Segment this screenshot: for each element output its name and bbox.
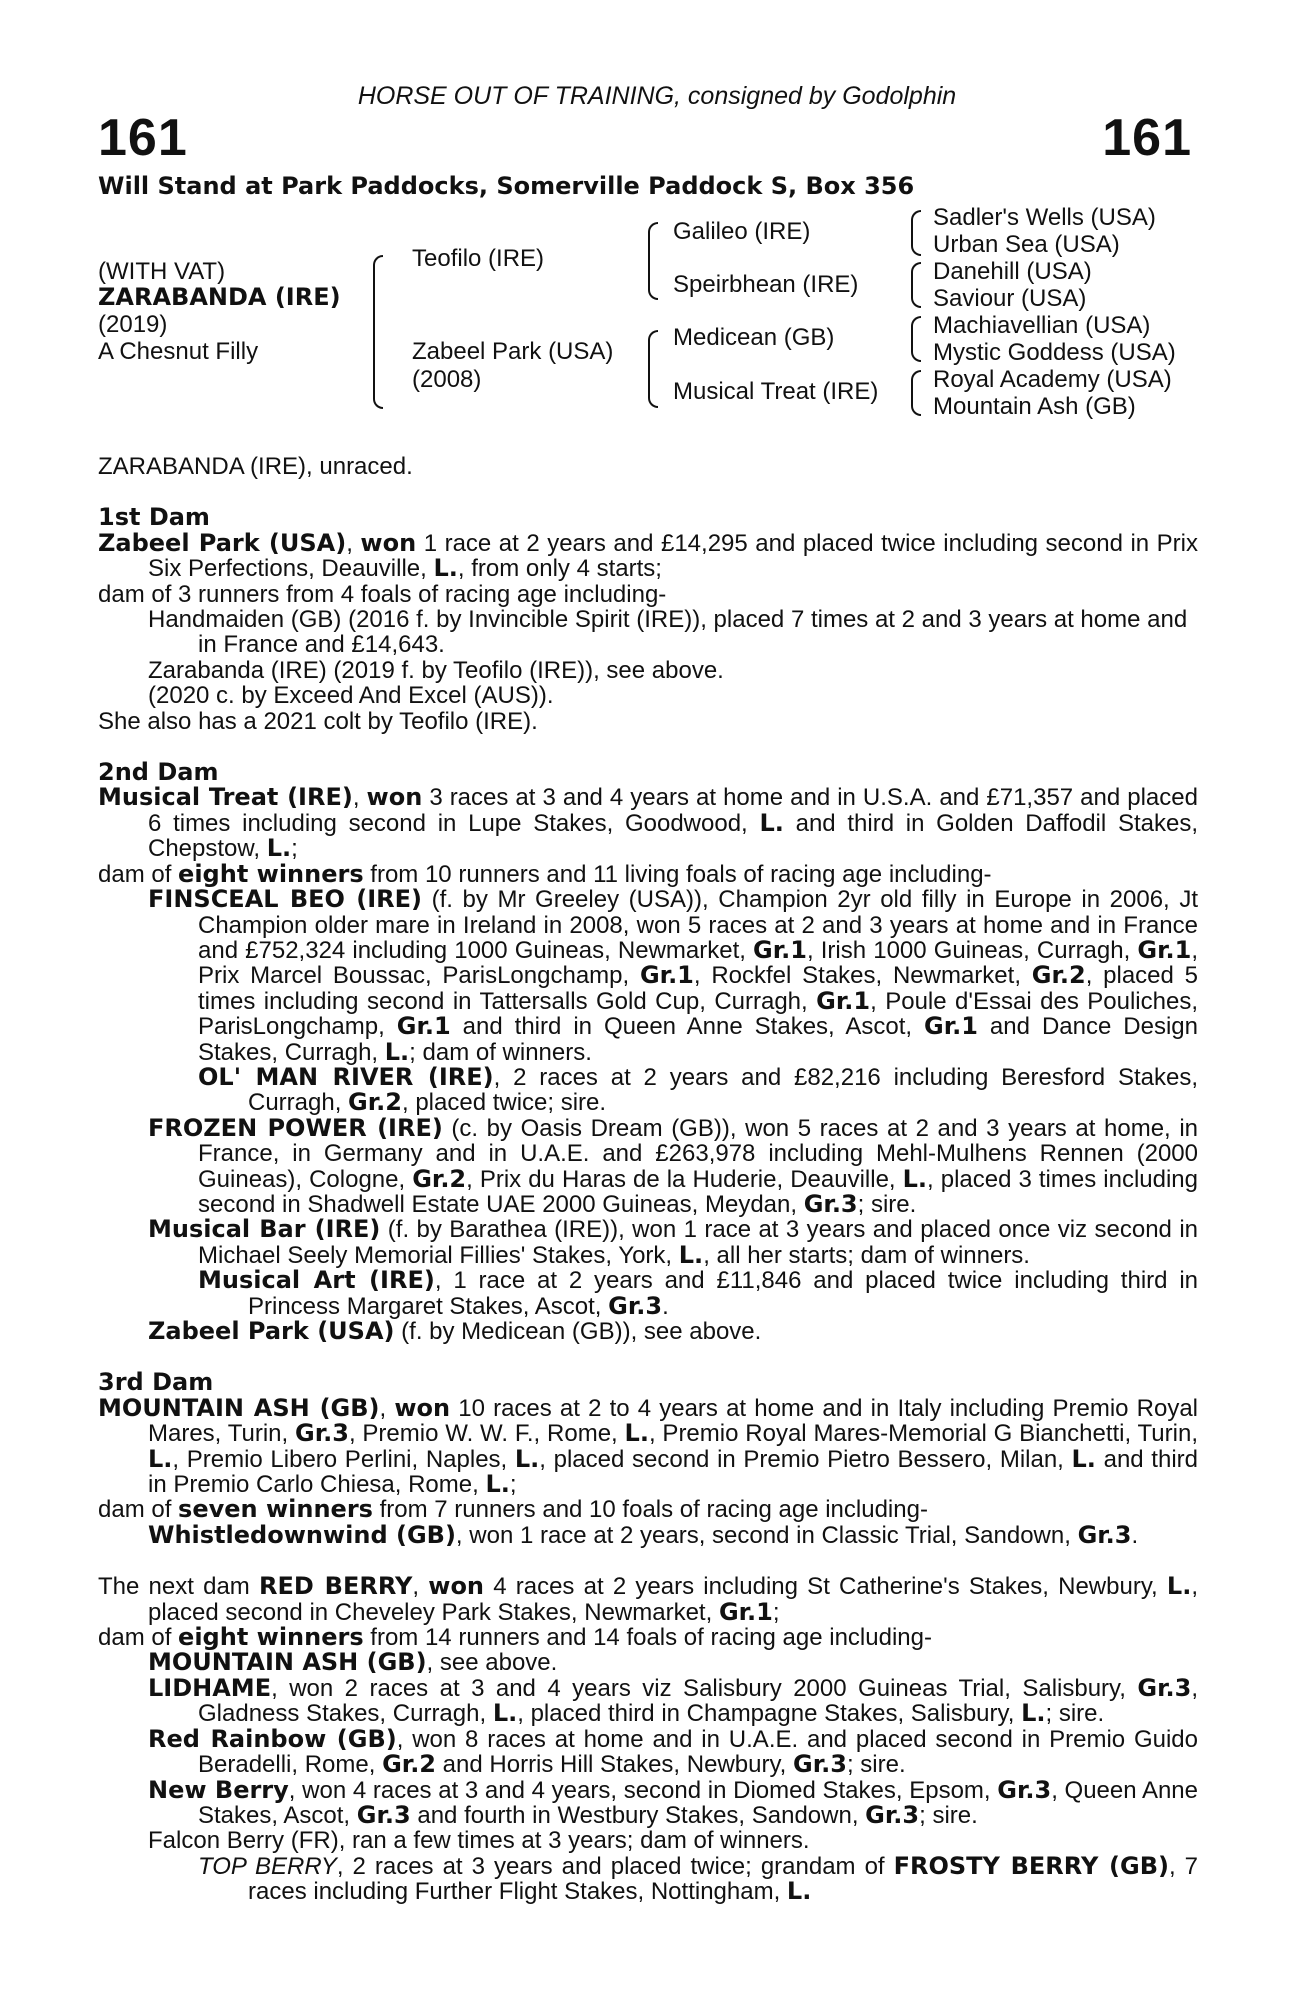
text-run: , 2 races at 3 years and placed twice; grandam of — [336, 1852, 894, 1880]
bold-text-run: Zabeel Park (USA) — [148, 1317, 395, 1345]
body-paragraph — [98, 1724, 1198, 1779]
text-run: from 7 runners and 10 foals of racing age including- — [372, 1496, 928, 1524]
bold-text-run: L. — [786, 1877, 812, 1906]
body-paragraph — [98, 683, 1198, 708]
sire-sire: Galileo (IRE) — [673, 218, 811, 245]
bold-text-run: eight winners — [178, 859, 364, 888]
body-paragraph — [98, 1217, 1198, 1268]
bold-text-run: Gr.2 — [382, 1750, 437, 1779]
text-run: , Premio Royal Mares-Memorial G Bianchetti, Turin, — [648, 1420, 1198, 1448]
ancestor-sdd: Saviour (USA) — [933, 285, 1087, 312]
text-run: 1 race at 2 years and £14,295 and placed twice including second in Prix Six Perfections, Deauville, — [148, 529, 1198, 583]
bold-text-run: Gr.1 — [924, 1012, 978, 1041]
text-run: , — [352, 784, 367, 812]
text-run: Zarabanda (IRE) (2019 f. by Teofilo (IRE)), see above. — [148, 656, 724, 684]
section-gap — [98, 1344, 1198, 1370]
bold-text-run: Gr.1 — [718, 1597, 773, 1626]
body-paragraph — [98, 1851, 1199, 1906]
bold-text-run: MOUNTAIN ASH (GB) — [98, 1393, 380, 1422]
bold-text-run: OL' MAN RIVER (IRE) — [198, 1062, 494, 1091]
text-run: and third in Premio Carlo Chiesa, Rome, — [148, 1445, 1198, 1499]
bold-text-run: RED BERRY — [258, 1572, 413, 1601]
pedigree-brace-sire — [648, 222, 658, 300]
bold-text-run: Gr.3 — [295, 1419, 349, 1448]
text-run: , Poule d'Essai des Pouliches, ParisLongchamp, — [198, 987, 1199, 1041]
text-run: ; — [509, 1471, 517, 1499]
lot-number-right: 161 — [1102, 109, 1192, 167]
body-paragraph — [98, 785, 1198, 861]
bold-text-run: LIDHAME — [148, 1673, 272, 1702]
bold-text-run: L. — [492, 1699, 518, 1728]
text-run: , placed second in Premio Pietro Bessero, Milan, — [539, 1445, 1072, 1473]
bold-text-run: L. — [1021, 1699, 1046, 1728]
italic-text-run: TOP BERRY — [198, 1852, 337, 1880]
bold-text-run: L. — [514, 1444, 540, 1473]
body-paragraph — [98, 1113, 1199, 1218]
bold-text-run: Musical Treat (IRE) — [98, 783, 353, 812]
bold-text-run: Red Rainbow (GB) — [148, 1724, 397, 1753]
text-run: , — [379, 1394, 395, 1422]
text-run: , Premio Libero Perlini, Naples, — [172, 1445, 515, 1473]
bold-text-run: Gr.3 — [608, 1291, 663, 1320]
text-run: ; sire. — [857, 1190, 917, 1218]
text-run: , Irish 1000 Guineas, Curragh, — [806, 936, 1138, 964]
text-run: , 1 race at 2 years and £11,846 and placed twice including third in Princess Margaret Stakes, Ascot, — [248, 1267, 1199, 1320]
pedigree-brace-dd — [911, 370, 921, 416]
body-paragraph — [98, 528, 1198, 583]
vat-note: (WITH VAT) — [98, 258, 226, 285]
bold-text-run: L. — [485, 1470, 510, 1499]
sire-name: Teofilo (IRE) — [412, 245, 545, 272]
bold-text-run: Gr.3 — [803, 1189, 858, 1218]
bold-text-run: Gr.1 — [396, 1012, 451, 1041]
body-paragraph — [98, 454, 1198, 479]
lot-number-left: 161 — [98, 109, 188, 167]
text-run: 3 races at 3 and 4 years at home and in U.S.A. and £71,357 and placed 6 times including second in Lupe Stakes, Goodwood, — [148, 784, 1198, 837]
pedigree-brace-ss — [911, 210, 921, 256]
text-run: The next dam — [98, 1573, 259, 1601]
text-run: She also has a 2021 colt by Teofilo (IRE). — [98, 707, 538, 735]
bold-text-run: 2nd Dam — [98, 758, 219, 787]
text-run: dam of — [98, 860, 179, 888]
bold-text-run: L. — [678, 1240, 704, 1269]
horse-year: (2019) — [98, 311, 168, 338]
body-paragraph — [98, 505, 1198, 530]
body-paragraph — [98, 1650, 1198, 1675]
bold-text-run: Gr.2 — [1031, 961, 1086, 990]
stable-location: Will Stand at Park Paddocks, Somerville Paddock S, Box 356 — [98, 172, 915, 200]
bold-text-run: Musical Bar (IRE) — [148, 1215, 381, 1244]
bold-text-run: won — [394, 1393, 451, 1422]
ancestor-sss: Sadler's Wells (USA) — [933, 204, 1156, 231]
catalogue-body — [98, 454, 1198, 1905]
body-paragraph — [98, 859, 1198, 888]
text-run: , placed 5 times including second in Tattersalls Gold Cup, Curragh, — [198, 962, 1198, 1015]
text-run: from 10 runners and 11 living foals of racing age including- — [363, 860, 992, 888]
bold-text-run: Gr.1 — [639, 961, 694, 990]
sire-dam: Speirbhean (IRE) — [673, 271, 859, 298]
horse-description: A Chesnut Filly — [98, 338, 259, 365]
dam-year: (2008) — [412, 366, 482, 393]
bold-text-run: Gr.3 — [865, 1800, 920, 1829]
body-paragraph — [98, 607, 1198, 658]
body-paragraph — [98, 1393, 1199, 1499]
body-paragraph — [98, 887, 1198, 1065]
text-run: and Dance Design Stakes, Curragh, — [198, 1013, 1198, 1066]
ancestor-ssd: Urban Sea (USA) — [933, 231, 1120, 258]
text-run: , placed third in Champagne Stakes, Salisbury, — [517, 1700, 1022, 1728]
bold-text-run: Gr.3 — [356, 1800, 411, 1829]
text-run: dam of — [98, 1624, 179, 1652]
text-run: ; sire. — [846, 1751, 906, 1779]
dam-sire: Medicean (GB) — [673, 324, 835, 351]
text-run: Handmaiden (GB) (2016 f. by Invincible Spirit (IRE)), placed 7 times at 2 and 3 years at home and in France and £14,643. — [148, 606, 1188, 659]
section-gap — [98, 479, 1198, 505]
bold-text-run: FROZEN POWER (IRE) — [148, 1113, 443, 1142]
text-run: and fourth in Westbury Stakes, Sandown, — [410, 1801, 866, 1829]
bold-text-run: won — [428, 1572, 485, 1601]
text-run: , Prix Marcel Boussac, ParisLongchamp, — [198, 936, 1198, 990]
text-run: (2020 c. by Exceed And Excel (AUS)). — [148, 682, 554, 710]
body-paragraph — [98, 1673, 1198, 1728]
bold-text-run: Gr.3 — [1077, 1520, 1132, 1549]
text-run: , placed twice; sire. — [401, 1089, 607, 1117]
text-run: , Premio W. W. F., Rome, — [348, 1420, 625, 1448]
text-run: and third in Golden Daffodil Stakes, Chepstow, — [148, 809, 1198, 863]
text-run: and Horris Hill Stakes, Newbury, — [436, 1751, 794, 1779]
text-run: dam of — [98, 1496, 179, 1524]
bold-text-run: Gr.1 — [753, 935, 807, 964]
bold-text-run: L. — [759, 808, 784, 837]
bold-text-run: 3rd Dam — [98, 1368, 214, 1397]
section-gap — [98, 1548, 1198, 1574]
text-run: from 14 runners and 14 foals of racing age including- — [363, 1624, 932, 1652]
bold-text-run: Whistledownwind (GB) — [148, 1520, 456, 1549]
text-run: , Queen Anne Stakes, Ascot, — [198, 1776, 1199, 1829]
bold-text-run: MOUNTAIN ASH (GB) — [148, 1648, 427, 1677]
text-run: ; sire. — [1045, 1700, 1105, 1728]
bold-text-run: L. — [266, 834, 292, 863]
bold-text-run: L. — [1071, 1444, 1096, 1473]
text-run: ; — [291, 835, 298, 863]
bold-text-run: eight winners — [178, 1623, 364, 1652]
text-run: (f. by Medicean (GB)), see above. — [394, 1318, 762, 1345]
text-run: ZARABANDA (IRE), unraced. — [98, 453, 413, 480]
bold-text-run: L. — [148, 1444, 173, 1473]
text-run: , won 1 race at 2 years, second in Classic Trial, Sandown, — [455, 1521, 1078, 1549]
bold-text-run: L. — [433, 554, 458, 583]
pedigree-brace-dam — [648, 330, 658, 408]
ancestor-ddd: Mountain Ash (GB) — [933, 393, 1136, 420]
bold-text-run: seven winners — [178, 1495, 373, 1524]
bold-text-run: 1st Dam — [98, 503, 210, 532]
body-paragraph — [98, 1268, 1198, 1319]
text-run: , — [346, 529, 361, 557]
dam-name: Zabeel Park (USA) — [412, 338, 614, 365]
text-run: 10 races at 2 to 4 years at home and in Italy including Premio Royal Mares, Turin, — [148, 1394, 1199, 1448]
text-run: . — [662, 1292, 669, 1320]
body-paragraph — [98, 1520, 1198, 1549]
text-run: , Gladness Stakes, Curragh, — [198, 1674, 1198, 1728]
bold-text-run: FINSCEAL BEO (IRE) — [148, 885, 422, 914]
bold-text-run: Gr.1 — [816, 986, 871, 1015]
text-run: (f. by Barathea (IRE)), won 1 race at 3 years and placed once viz second in Michael Seely Memorial Fillies' Stakes, York, — [198, 1216, 1198, 1269]
bold-text-run: Musical Art (IRE) — [198, 1266, 435, 1295]
ancestor-sds: Danehill (USA) — [933, 258, 1092, 285]
body-paragraph — [98, 658, 1198, 683]
text-run: ; sire. — [919, 1801, 978, 1829]
bold-text-run: Gr.2 — [412, 1164, 467, 1193]
bold-text-run: won — [360, 528, 417, 557]
bold-text-run: won — [366, 783, 423, 812]
pedigree-brace-sd — [911, 262, 921, 308]
text-run: (c. by Oasis Dream (GB)), won 5 races at 2 and 3 years at home, in France, in Germany and in U.A.E. and £263,978 including Mehl-Mulhens Rennen (2000 Guineas), Cologne, — [198, 1114, 1199, 1193]
section-gap — [98, 734, 1198, 760]
text-run: Falcon Berry (FR), ran a few times at 3 years; dam of winners. — [148, 1827, 810, 1855]
body-paragraph — [98, 1775, 1199, 1829]
text-run: ; — [772, 1598, 780, 1626]
text-run: , placed 3 times including second in Shadwell Estate UAE 2000 Guineas, Meydan, — [198, 1165, 1198, 1218]
body-paragraph — [98, 760, 1198, 785]
text-run: , 7 races including Further Flight Stakes, Nottingham, — [248, 1852, 1199, 1906]
horse-name: ZARABANDA (IRE) — [98, 283, 341, 311]
body-paragraph — [98, 1497, 1198, 1522]
bold-text-run: Gr.3 — [1137, 1673, 1192, 1702]
text-run: , won 4 races at 3 and 4 years, second in Diomed Stakes, Epsom, — [288, 1776, 998, 1804]
text-run: , Rockfel Stakes, Newmarket, — [693, 962, 1032, 990]
text-run: and third in Queen Anne Stakes, Ascot, — [450, 1013, 925, 1041]
text-run: . — [1131, 1521, 1139, 1549]
text-run: , — [412, 1573, 429, 1601]
text-run: (f. by Mr Greeley (USA)), Champion 2yr old filly in Europe in 2006, Jt Champion older mare in Ireland in 2008, won 5 races at 2 and 3 years at home and in France and £752,324 including 1000 Guineas, Newmarket, — [198, 886, 1198, 964]
text-run: 4 races at 2 years including St Catherine's Stakes, Newbury, — [484, 1573, 1167, 1601]
bold-text-run: Zabeel Park (USA) — [98, 528, 347, 557]
ancestor-dsd: Mystic Goddess (USA) — [933, 339, 1176, 366]
body-paragraph — [98, 1319, 1198, 1344]
bold-text-run: Gr.1 — [1137, 935, 1192, 964]
text-run: , Prix du Haras de la Huderie, Deauville, — [466, 1165, 903, 1193]
body-paragraph — [98, 1828, 1198, 1853]
text-run: , placed second in Cheveley Park Stakes, Newmarket, — [148, 1573, 1198, 1626]
consignor-line: HORSE OUT OF TRAINING, consigned by Godolphin — [357, 82, 957, 110]
ancestor-dds: Royal Academy (USA) — [933, 366, 1172, 393]
bold-text-run: New Berry — [148, 1775, 289, 1804]
bold-text-run: L. — [1166, 1572, 1192, 1601]
text-run: , won 8 races at home and in U.A.E. and placed second in Premio Guido Beradelli, Rome, — [198, 1725, 1198, 1779]
text-run: dam of 3 runners from 4 foals of racing age including- — [98, 580, 667, 608]
body-paragraph — [98, 582, 1198, 607]
bold-text-run: L. — [384, 1037, 410, 1066]
text-run: , 2 races at 2 years and £82,216 including Beresford Stakes, Curragh, — [248, 1063, 1198, 1117]
pedigree-brace-ds — [911, 316, 921, 362]
body-paragraph — [98, 1625, 1198, 1650]
bold-text-run: Gr.3 — [997, 1775, 1052, 1804]
body-paragraph — [98, 1574, 1198, 1625]
ancestor-dss: Machiavellian (USA) — [933, 312, 1151, 339]
body-paragraph — [98, 1062, 1198, 1117]
bold-text-run: L. — [902, 1164, 928, 1193]
bold-text-run: L. — [624, 1419, 649, 1448]
dam-dam: Musical Treat (IRE) — [673, 378, 879, 405]
text-run: ; dam of winners. — [409, 1038, 592, 1066]
body-paragraph — [98, 1370, 1198, 1395]
text-run: , won 2 races at 3 and 4 years viz Salisbury 2000 Guineas Trial, Salisbury, — [271, 1674, 1138, 1702]
bold-text-run: FROSTY BERRY (GB) — [893, 1851, 1169, 1880]
text-run: , from only 4 starts; — [457, 555, 662, 583]
bold-text-run: Gr.2 — [348, 1088, 402, 1117]
bold-text-run: Gr.3 — [793, 1750, 847, 1779]
text-run: , see above. — [426, 1649, 558, 1677]
pedigree-brace-main — [373, 255, 383, 409]
text-run: , all her starts; dam of winners. — [703, 1241, 1030, 1269]
body-paragraph — [98, 709, 1198, 734]
